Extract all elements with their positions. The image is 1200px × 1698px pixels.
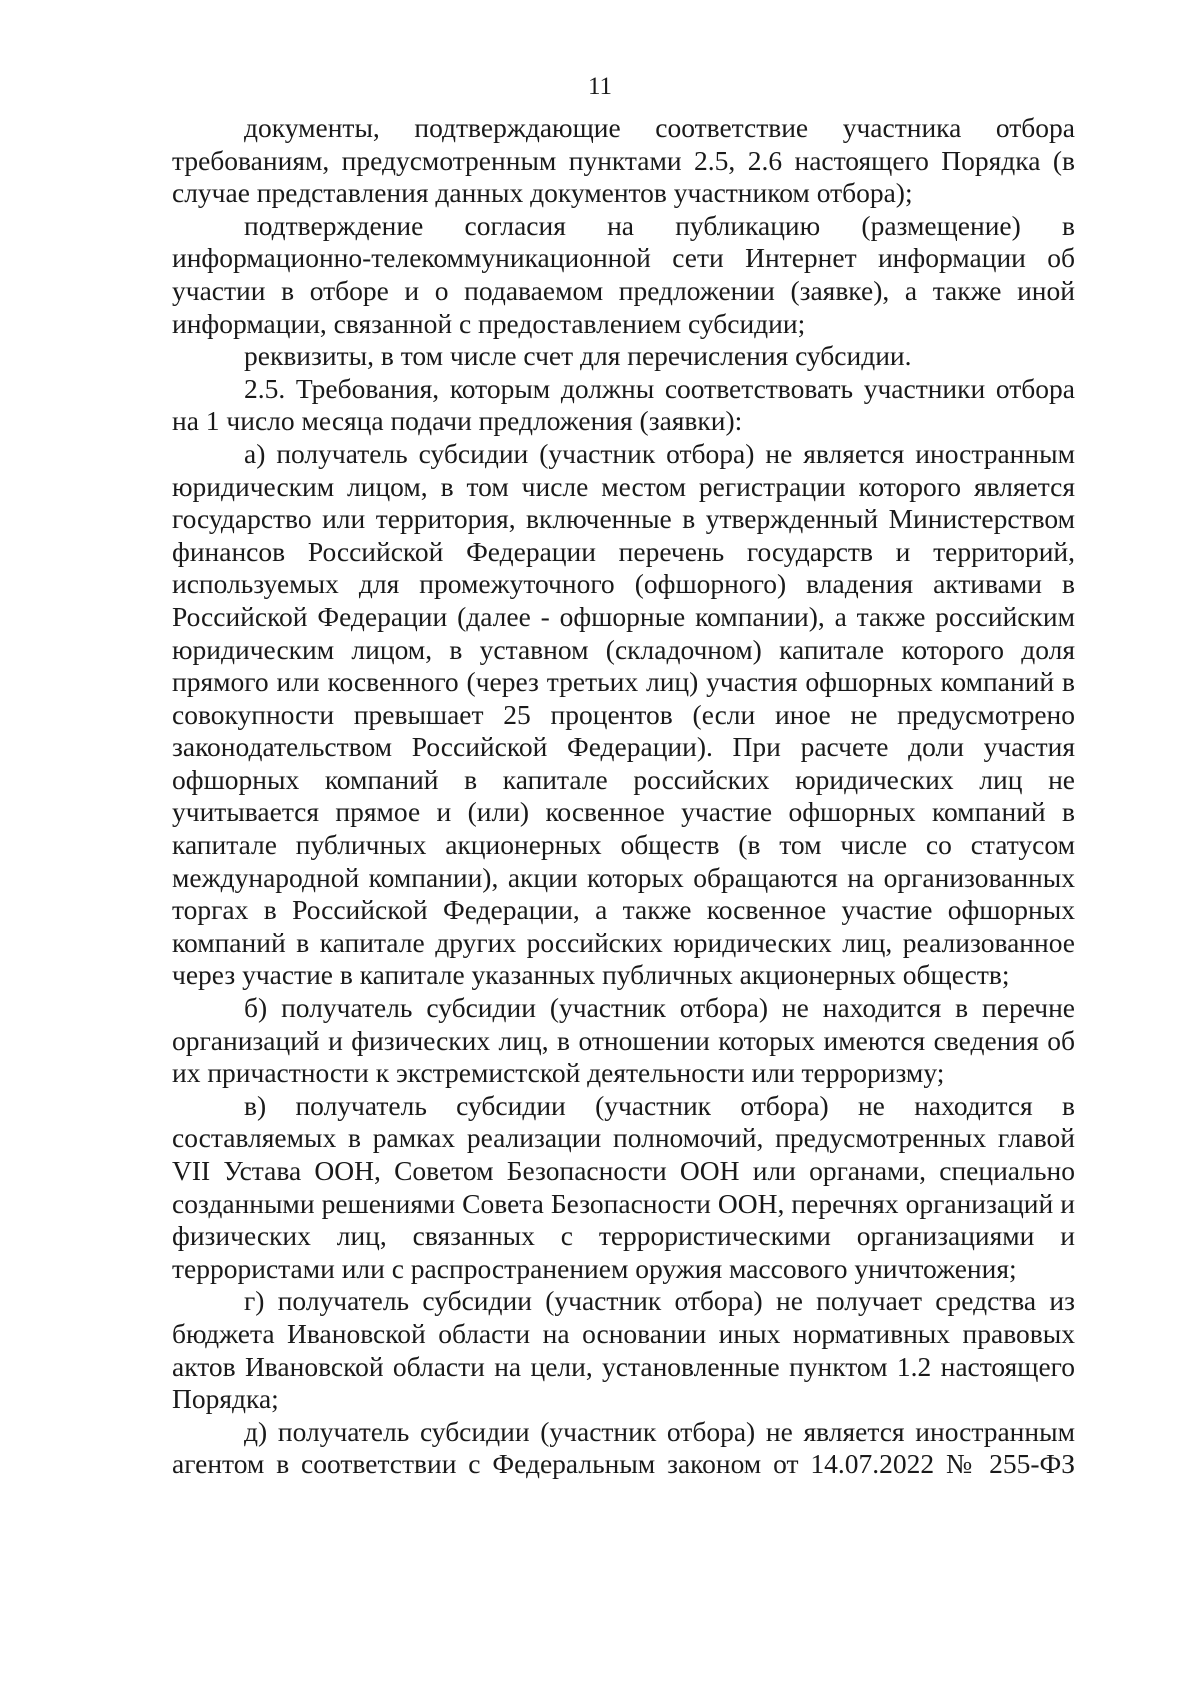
page-number: 11 bbox=[587, 73, 613, 100]
paragraph-documents: документы, подтверждающие соответствие участника отбора требованиям, предусмотренным пунктами 2.5, 2.6 настоящего Порядка (в случае представления данных документов участником отбора); bbox=[172, 112, 1075, 209]
paragraph-section-2-5: 2.5. Требования, которым должны соответствовать участники отбора на 1 число месяца подачи предложения (заявки): bbox=[172, 372, 1075, 437]
document-body bbox=[172, 112, 1075, 1481]
paragraph-item-b: б) получатель субсидии (участник отбора) не находится в перечне организаций и физических лиц, в отношении которых имеются сведения об их причастности к экстремистской деятельности или терроризму; bbox=[172, 992, 1075, 1089]
paragraph-bank-details: реквизиты, в том числе счет для перечисления субсидии. bbox=[244, 340, 912, 372]
paragraph-item-d: д) получатель субсидии (участник отбора) не является иностранным агентом в соответствии с Федеральным законом от 14.07.2022 № 255-ФЗ bbox=[172, 1415, 1075, 1480]
paragraph-item-g: г) получатель субсидии (участник отбора) не получает средства из бюджета Ивановской области на основании иных нормативных правовых актов Ивановской области на цели, установленные пунктом 1.2 настоящего Порядка; bbox=[172, 1285, 1075, 1415]
paragraph-item-v: в) получатель субсидии (участник отбора) не находится в составляемых в рамках реализации полномочий, предусмотренных главой VII Устава ООН, Советом Безопасности ООН или органами, специально созданными решениями Совета Безопасности ООН, перечнях организаций и физических лиц, связанных с террористическими организациями и террористами или с распространением оружия массового уничтожения; bbox=[172, 1089, 1075, 1284]
paragraph-item-a: а) получатель субсидии (участник отбора) не является иностранным юридическим лицом, в том числе местом регистрации которого является государство или территория, включенные в утвержденный Министерством финансов Российской Федерации перечень государств и территорий, используемых для промежуточного (офшорного) владения активами в Российской Федерации (далее - офшорные компании), а также российским юридическим лицом, в уставном (складочном) капитале которого доля прямого или косвенного (через третьих лиц) участия офшорных компаний в совокупности превышает 25 процентов (если иное не предусмотрено законодательством Российской Федерации). При расчете доли участия офшорных компаний в капитале российских юридических лиц не учитывается прямое и (или) косвенное участие офшорных компаний в капитале публичных акционерных обществ (в том числе со статусом международной компании), акции которых обращаются на организованных торгах в Российской Федерации, а также косвенное участие офшорных компаний в капитале других российских юридических лиц, реализованное через участие в капитале указанных публичных акционерных обществ; bbox=[172, 437, 1075, 991]
paragraph-consent-publication: подтверждение согласия на публикацию (размещение) в информационно-телекоммуникационной сети Интернет информации об участии в отборе и о подаваемом предложении (заявке), а также иной информации, связанной с предоставлением субсидии; bbox=[172, 209, 1075, 339]
